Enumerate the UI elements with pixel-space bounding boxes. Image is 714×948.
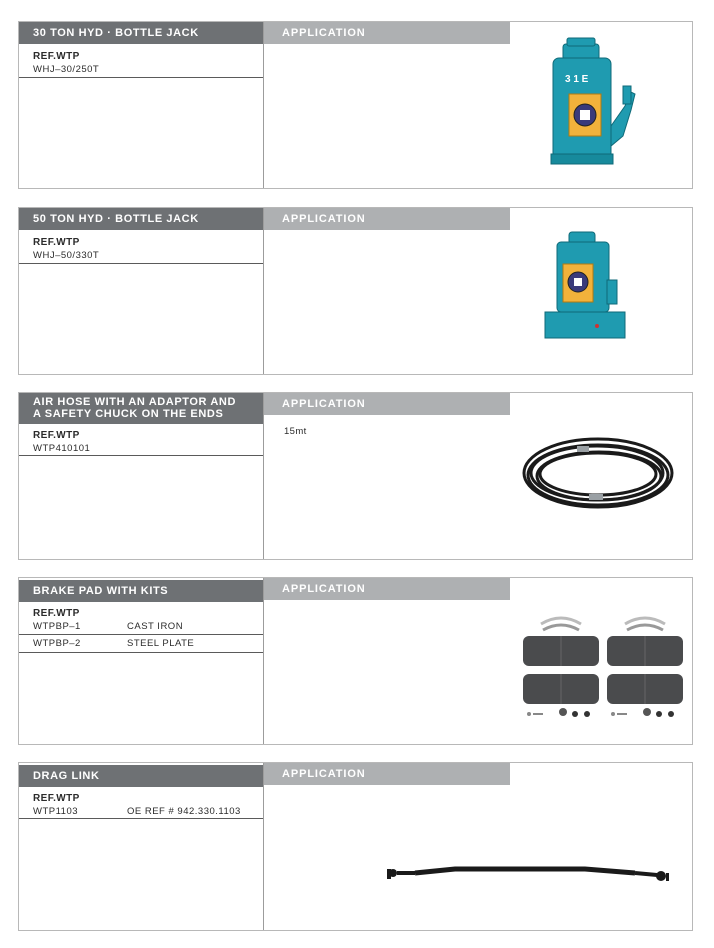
ref-desc: STEEL PLATE xyxy=(127,638,195,649)
ref-label: REF.WTP xyxy=(33,237,80,248)
bottle-jack-30-image xyxy=(539,36,639,166)
bottle-jack-50-image xyxy=(541,230,631,342)
application-header: APPLICATION xyxy=(264,22,510,44)
ref-block xyxy=(19,785,263,819)
product-card-brake-pad xyxy=(18,577,693,745)
application-header: APPLICATION xyxy=(264,393,510,415)
product-title: BRAKE PAD WITH KITS xyxy=(19,580,263,602)
ref-row xyxy=(33,638,195,649)
ref-code: WTP410101 xyxy=(33,443,91,454)
product-title: 50 TON HYD · BOTTLE JACK xyxy=(19,208,263,230)
product-card-air-hose xyxy=(18,392,693,560)
ref-block xyxy=(19,44,263,78)
ref-label: REF.WTP xyxy=(33,51,80,62)
product-card-drag-link xyxy=(18,762,693,931)
drag-link-image xyxy=(385,861,671,887)
ref-row xyxy=(33,806,241,817)
product-card-bottle-jack-30 xyxy=(18,21,693,189)
application-header: APPLICATION xyxy=(264,208,510,230)
ref-code: WTP1103 xyxy=(33,806,79,817)
ref-desc: OE REF # 942.330.1103 xyxy=(127,806,241,817)
ref-label: REF.WTP xyxy=(33,430,80,441)
svg-text:3 1 E: 3 1 E xyxy=(565,74,589,85)
application-text: 15mt xyxy=(284,426,307,437)
product-title-line1: AIR HOSE WITH AN ADAPTOR AND xyxy=(33,396,236,408)
product-title xyxy=(19,393,263,424)
application-header: APPLICATION xyxy=(264,763,510,785)
product-title: 30 TON HYD · BOTTLE JACK xyxy=(19,22,263,44)
ref-label: REF.WTP xyxy=(33,608,80,619)
product-title-line2: A SAFETY CHUCK ON THE ENDS xyxy=(33,408,224,420)
ref-block xyxy=(19,230,263,264)
ref-code: WTPBP–2 xyxy=(33,638,81,649)
product-card-bottle-jack-50 xyxy=(18,207,693,375)
ref-row xyxy=(33,621,184,632)
ref-block xyxy=(19,424,263,456)
ref-code: WHJ–50/330T xyxy=(33,250,100,261)
row-divider xyxy=(19,652,263,653)
air-hose-image xyxy=(521,433,675,513)
ref-label: REF.WTP xyxy=(33,793,80,804)
ref-code: WHJ–30/250T xyxy=(33,64,100,75)
ref-desc: CAST IRON xyxy=(127,621,184,632)
ref-code: WTPBP–1 xyxy=(33,621,81,632)
row-divider xyxy=(19,634,263,635)
application-header: APPLICATION xyxy=(264,578,510,600)
brake-pads-image xyxy=(519,610,691,720)
ref-column xyxy=(19,578,264,744)
product-title: DRAG LINK xyxy=(19,765,263,787)
